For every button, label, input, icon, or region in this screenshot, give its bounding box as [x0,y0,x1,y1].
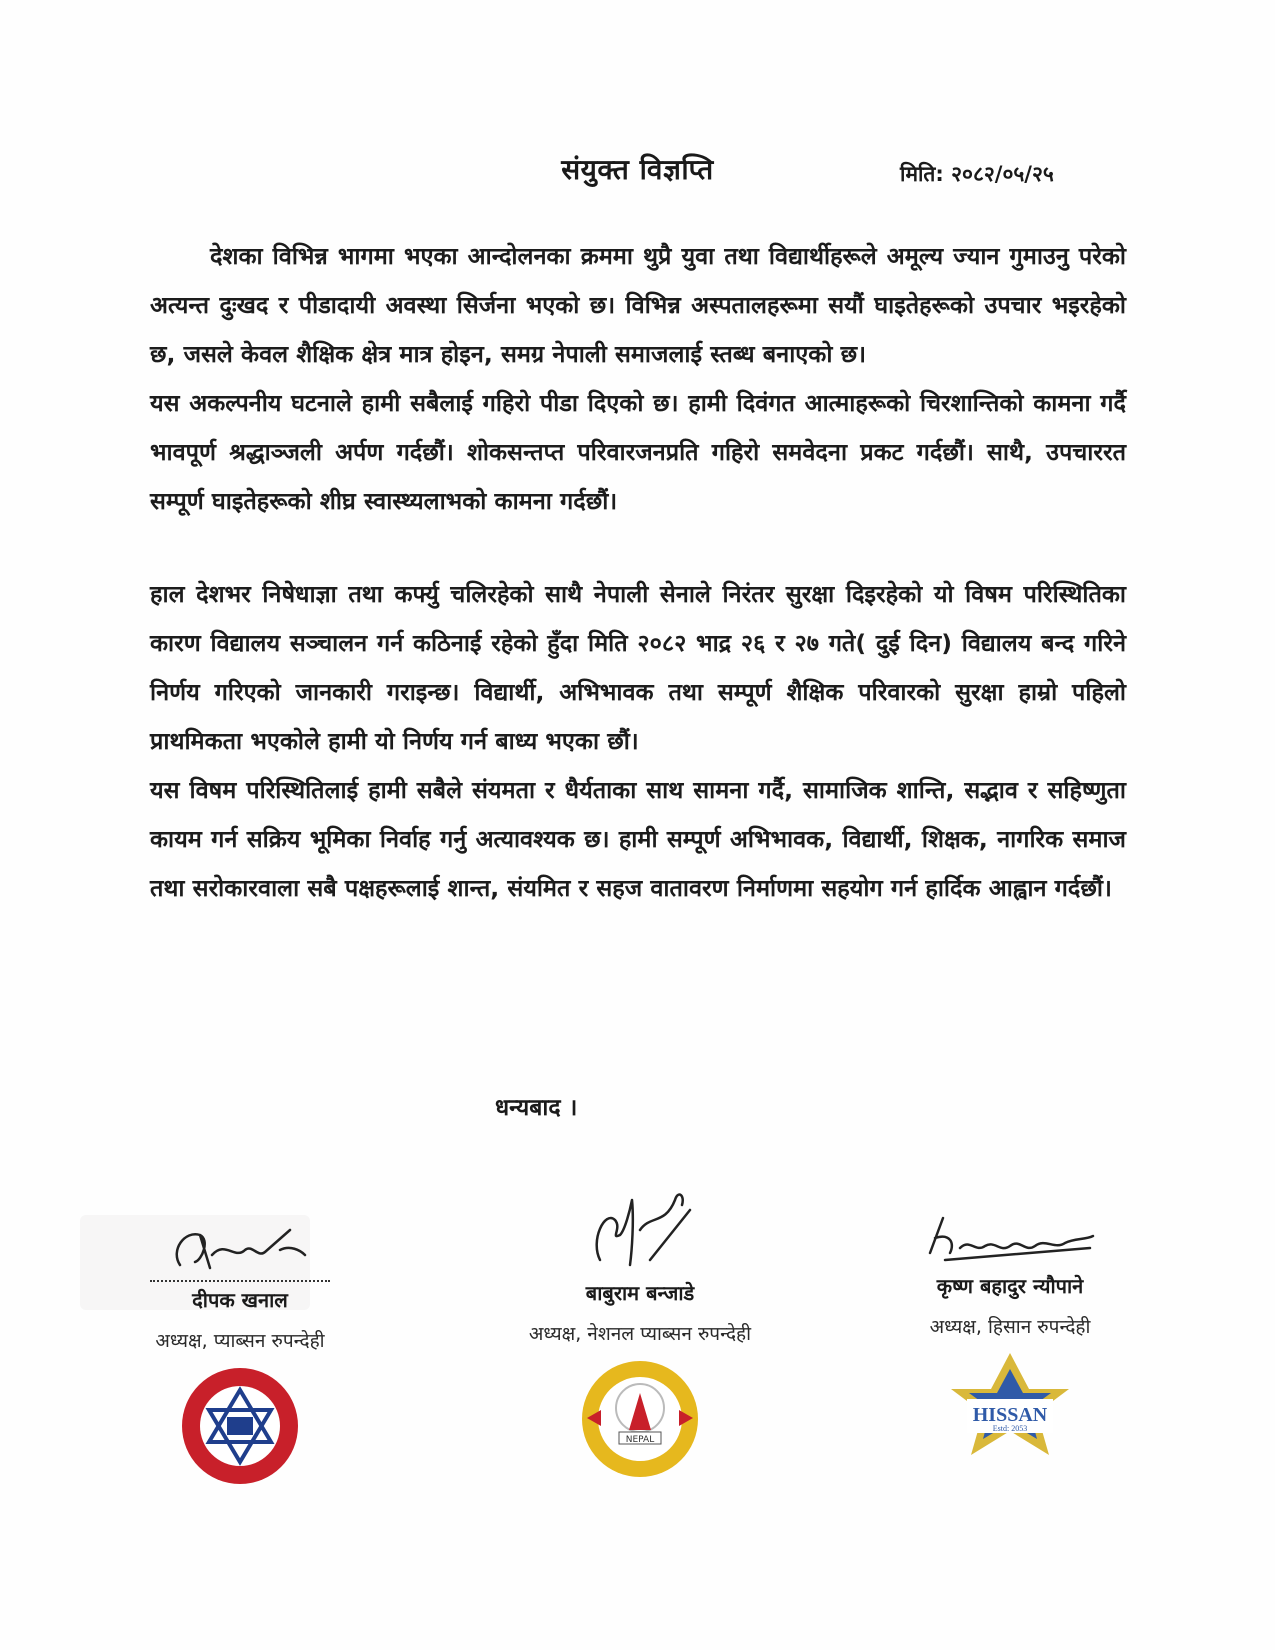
signatory-name: कृष्ण बहादुर न्यौपाने [936,1274,1084,1298]
document-title: संयुक्त विज्ञप्ति [561,153,714,186]
svg-text:HISSAN: HISSAN [972,1404,1048,1426]
svg-text:NEPAL: NEPAL [625,1435,655,1445]
paragraph-2: यस अकल्पनीय घटनाले हामी सबैलाई गहिरो पीडा दिएको छ। हामी दिवंगत आत्माहरूको चिरशान्तिको कामना गर्दै भावपूर्ण श्रद्धाञ्जली अर्पण गर्दछौं। शोकसन्तप्त परिवारजनप्रति गहिरो समवेदना प्रकट गर्दछौं। साथै, उपचाररत सम्पूर्ण घाइतेहरूको शीघ्र स्वास्थ्यलाभको कामना गर्दछौं। [150,389,1126,515]
closing-text: धन्यबाद । [495,1095,578,1121]
document-date: मिति: २०८२/०५/२५ [900,162,1054,186]
signature-1 [140,1210,340,1280]
document-body [150,232,1126,913]
signature-2 [570,1180,710,1275]
paragraph-3: हाल देशभर निषेधाज्ञा तथा कर्फ्यु चलिरहेको साथै नेपाली सेनाले निरंतर सुरक्षा दिइरहेको यो विषम परिस्थितिका कारण विद्यालय सञ्चालन गर्न कठिनाई रहेको हुँदा मिति २०८२ भाद्र २६ र २७ गते( दुई दिन) विद्यालय बन्द गरिने निर्णय गरिएको जानकारी गराइन्छ। विद्यार्थी, अभिभावक तथा सम्पूर्ण शैक्षिक परिवारको सुरक्षा हाम्रो पहिलो प्राथमिकता भएकोले हामी यो निर्णय गर्न बाध्य भएका छौं। [150,580,1126,755]
svg-text:Estd: 2053: Estd: 2053 [992,1424,1028,1433]
signatory-name: दीपक खनाल [192,1288,288,1312]
signatory-2 [495,1180,785,1480]
signature-line-1 [150,1280,330,1282]
national-pabson-logo [579,1358,701,1480]
signatory-name: बाबुराम बन्जाडे [585,1281,695,1305]
paragraph-4: यस विषम परिस्थितिलाई हामी सबैले संयमता र धैर्यताका साथ सामना गर्दै, सामाजिक शान्ति, सद्भाव र सहिष्णुता कायम गर्न सक्रिय भूमिका निर्वाह गर्नु अत्यावश्यक छ। हामी सम्पूर्ण अभिभावक, विद्यार्थी, शिक्षक, नागरिक समाज तथा सरोकारवाला सबै पक्षहरूलाई शान्त, संयमित र सहज वातावरण निर्माणमा सहयोग गर्न हार्दिक आह्वान गर्दछौं। [150,776,1126,902]
signature-3 [915,1208,1105,1268]
signatory-role: अध्यक्ष, हिसान रुपन्देही [929,1316,1091,1338]
paragraph-1: देशका विभिन्न भागमा भएका आन्दोलनका क्रममा थुप्रै युवा तथा विद्यार्थीहरूले अमूल्य ज्यान गुमाउनु परेको अत्यन्त दुःखद र पीडादायी अवस्था सिर्जना भएको छ। विभिन्न अस्पतालहरूमा सयौं घाइतेहरूको उपचार भइरहेको छ, जसले केवल शैक्षिक क्षेत्र मात्र होइन, समग्र नेपाली समाजलाई स्तब्ध बनाएको छ। [150,242,1126,368]
signatory-role: अध्यक्ष, नेशनल प्याब्सन रुपन्देही [528,1323,752,1345]
hissan-logo [945,1351,1075,1476]
pabson-logo [179,1365,301,1487]
signatory-3 [880,1208,1140,1476]
signatory-role: अध्यक्ष, प्याब्सन रुपन्देही [155,1330,325,1352]
signatory-1 [110,1210,370,1487]
